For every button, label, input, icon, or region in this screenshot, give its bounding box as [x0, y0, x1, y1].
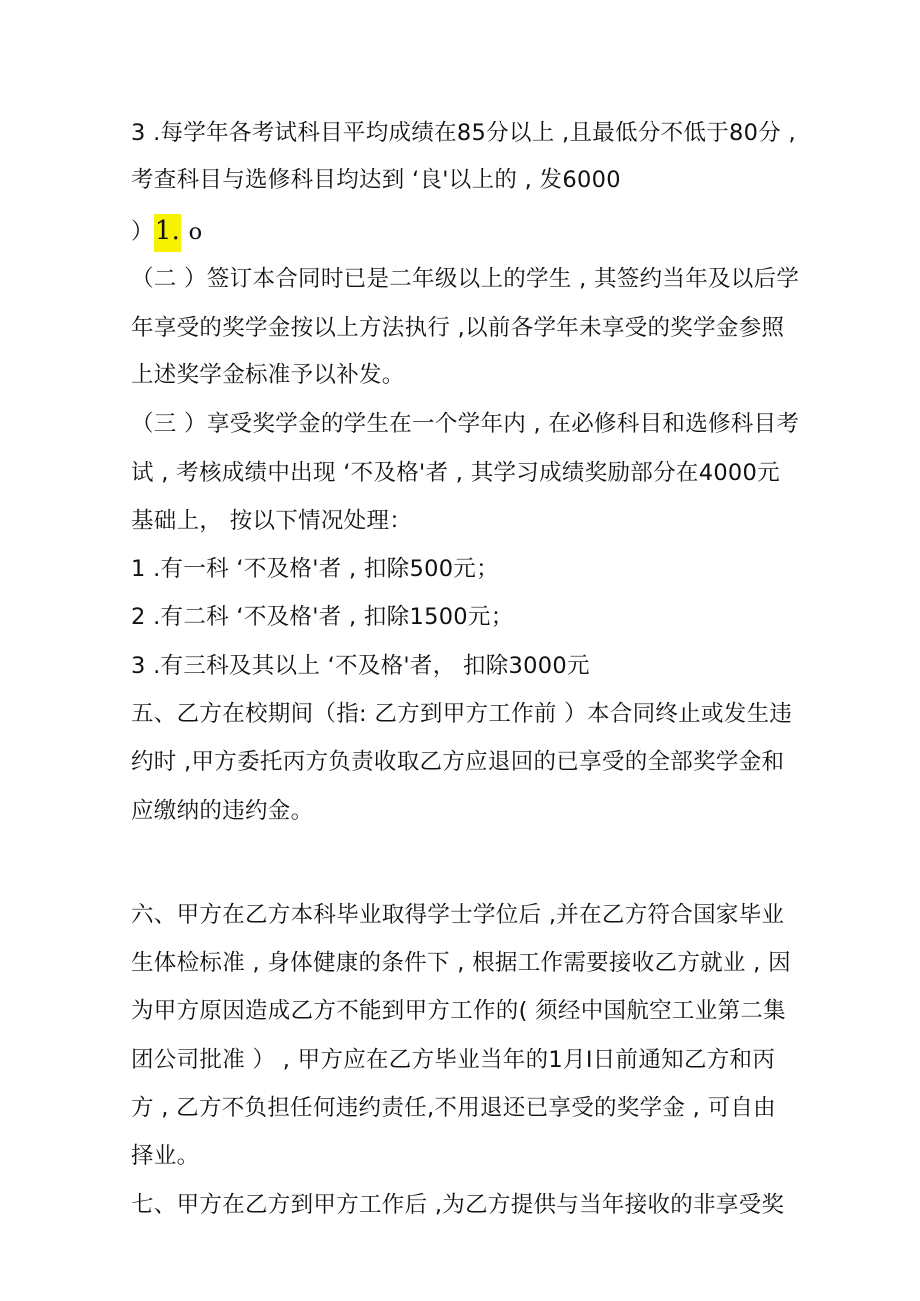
text-line: 基础上， 按以下情况处理：: [131, 508, 413, 534]
text-line: 六、甲方在乙方本科毕业取得学士学位后 ,并在乙方符合国家毕业: [131, 902, 785, 928]
text-line: 五、乙方在校期间（指: 乙方到甲方工作前 ）本合同终止或发生违: [131, 701, 793, 727]
text-line: （二 ）签订本合同时已是二年级以上的学生 , 其签约当年及以后学: [131, 266, 800, 292]
text-line: 团公司批准 ） , 甲方应在乙方毕业当年的1月I日前通知乙方和丙: [131, 1047, 776, 1073]
text-line: 择业。: [131, 1143, 200, 1169]
fragment-suffix: o: [181, 219, 203, 245]
text-line: 七、甲方在乙方到甲方工作后 ,为乙方提供与当年接收的非享受奖: [131, 1192, 785, 1218]
highlighted-text: 1.: [154, 214, 181, 252]
text-line: 约时 ,甲方委托丙方负责收取乙方应退回的已享受的全部奖学金和: [131, 749, 785, 775]
text-line: （三 ）享受奖学金的学生在一个学年内 , 在必修科目和选修科目考: [131, 411, 800, 437]
text-line-fragment: [131, 216, 203, 247]
text-line: 上述奖学金标准予以补发。: [131, 362, 405, 388]
text-line: 3 .每学年各考试科目平均成绩在85分以上 ,且最低分不低于80分 ,: [131, 120, 796, 146]
text-line: 生体检标准 , 身体健康的条件下 , 根据工作需要接收乙方就业 , 因: [131, 950, 791, 976]
text-line: 3 .有三科及其以上 ‘不及格'者， 扣除3000元: [131, 653, 590, 679]
text-line: 1 .有一科 ‘不及格'者 , 扣除500元；: [131, 556, 499, 582]
text-line: 考查科目与选修科目均达到 ‘良'以上的 , 发6000: [131, 167, 621, 193]
text-line: 年享受的奖学金按以上方法执行 ,以前各学年未享受的奖学金参照: [131, 315, 785, 341]
text-line: 2 .有二科 ‘不及格'者 , 扣除1500元；: [131, 604, 514, 630]
text-line: 为甲方原因造成乙方不能到甲方工作的( 须经中国航空工业第二集: [131, 998, 786, 1024]
text-line: 方 , 乙方不负担任何违约责任,不用退还已享受的奖学金 , 可自由: [131, 1095, 776, 1121]
text-line: 应缴纳的违约金。: [131, 798, 314, 824]
text-line: 试 , 考核成绩中出现 ‘不及格'者 , 其学习成绩奖励部分在4000元: [131, 460, 780, 486]
fragment-prefix: ）: [131, 219, 154, 245]
